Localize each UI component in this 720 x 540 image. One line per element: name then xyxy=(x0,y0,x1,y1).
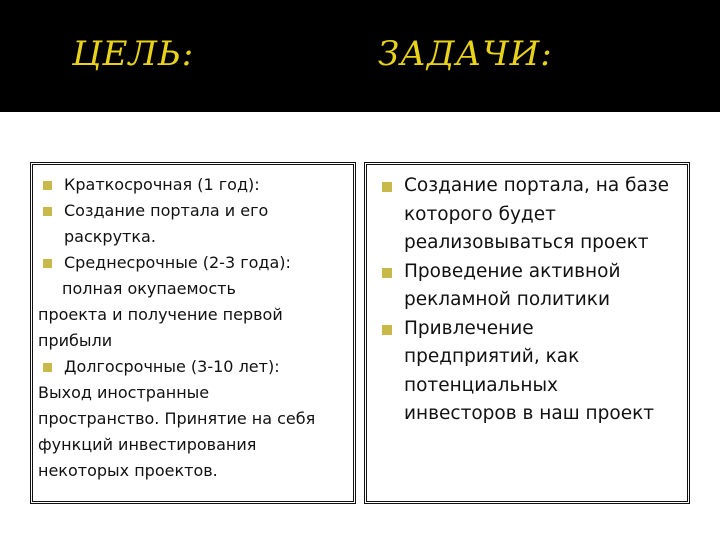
list-item-continuation: пространство. Принятие на себя xyxy=(38,409,316,428)
goal-heading: ЦЕЛЬ: xyxy=(72,34,195,74)
list-item xyxy=(38,354,354,380)
list-item-continuation: прибыли xyxy=(38,331,113,350)
list-item-continuation: реализовываться проект xyxy=(404,232,649,253)
square-bullet-icon xyxy=(382,325,392,335)
list-item-continuation: которого будет xyxy=(404,203,556,225)
list-item xyxy=(38,172,354,198)
goal-long-term-label: Долгосрочные (3-10 лет): xyxy=(64,357,280,376)
task-advertising-text: Проведение активной xyxy=(404,260,621,282)
list-item xyxy=(38,198,354,224)
list-item xyxy=(378,258,688,287)
tasks-list xyxy=(378,172,688,429)
goal-mid-term-label: Среднесрочные (2-3 года): xyxy=(64,253,291,272)
list-item xyxy=(378,172,688,201)
task-portal-text: Создание портала, на базе xyxy=(404,175,670,196)
list-item-continuation: некоторых проектов. xyxy=(38,461,218,480)
list-item-continuation: рекламной политики xyxy=(404,289,610,310)
goal-short-term-text: Создание портала и его xyxy=(64,201,269,220)
list-item xyxy=(38,250,354,276)
square-bullet-icon xyxy=(382,182,392,192)
list-item xyxy=(378,315,688,344)
list-item-continuation: функций инвестирования xyxy=(38,435,257,454)
list-item-continuation: полная окупаемость xyxy=(62,279,236,298)
list-item-continuation: инвесторов в наш проект xyxy=(404,403,655,424)
square-bullet-icon xyxy=(43,259,52,268)
task-attract-text: Привлечение xyxy=(404,317,534,339)
square-bullet-icon xyxy=(43,181,52,190)
list-item-continuation: предприятий, как xyxy=(404,346,580,367)
goal-short-term-label: Краткосрочная (1 год): xyxy=(64,175,260,194)
tasks-heading: ЗАДАЧИ: xyxy=(378,34,553,74)
goals-list xyxy=(38,172,354,484)
square-bullet-icon xyxy=(382,268,392,278)
list-item-continuation: потенциальных xyxy=(404,374,558,396)
list-item-continuation: Выход иностранные xyxy=(38,383,210,402)
square-bullet-icon xyxy=(43,207,52,216)
list-item-continuation: раскрутка. xyxy=(64,227,156,246)
list-item-continuation: проекта и получение первой xyxy=(38,305,283,324)
square-bullet-icon xyxy=(43,363,52,372)
